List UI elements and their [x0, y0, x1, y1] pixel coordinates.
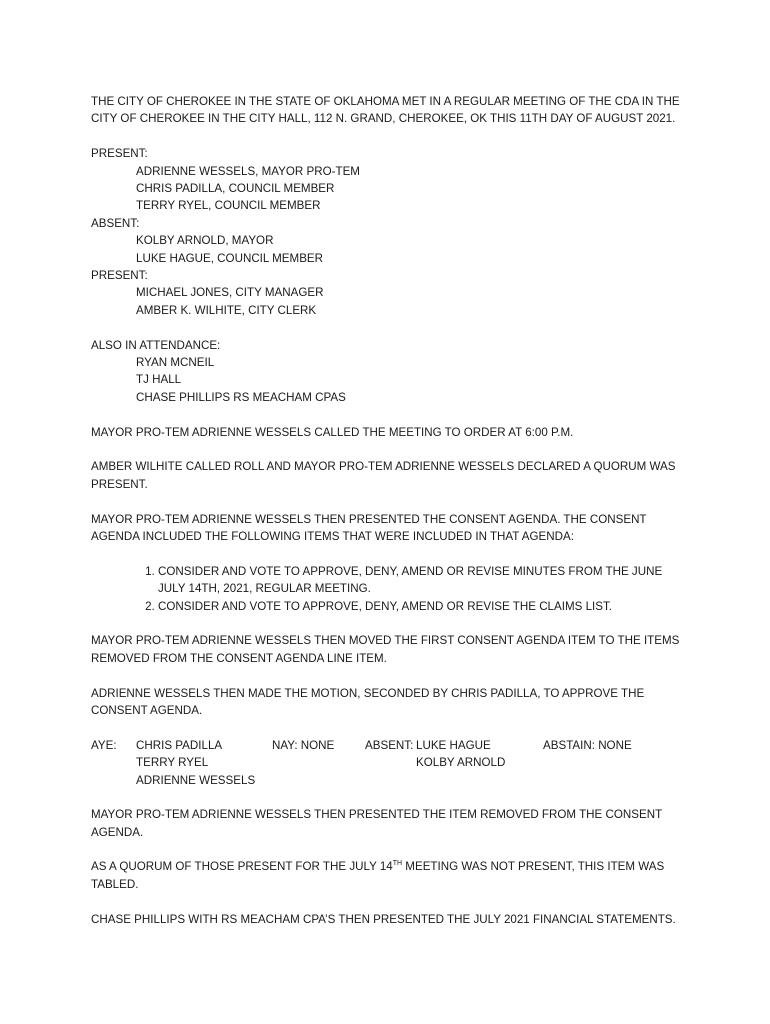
aye-voter: CHRIS PADILLA	[136, 738, 223, 752]
absent-vote-label: ABSENT:	[365, 738, 414, 752]
attendance-label: ALSO IN ATTENDANCE:	[91, 338, 221, 352]
financial-statements-paragraph: CHASE PHILLIPS WITH RS MEACHAM CPA’S THEN PRESENTED THE JULY 2021 FINANCIAL STATEMENTS.	[91, 912, 676, 926]
call-to-order-paragraph: MAYOR PRO-TEM ADRIENNE WESSELS CALLED THE MEETING TO ORDER AT 6:00 P.M.	[91, 425, 574, 439]
abstain-vote: ABSTAIN: NONE	[543, 738, 632, 752]
aye-voter: TERRY RYEL	[136, 756, 209, 770]
motion-paragraph: ADRIENNE WESSELS THEN MADE THE MOTION, SECONDED BY CHRIS PADILLA, TO APPROVE THE CONSENT AGENDA.	[91, 686, 645, 718]
agenda-item: 1. CONSIDER AND VOTE TO APPROVE, DENY, AMEND OR REVISE MINUTES FROM THE JUNE JULY 14TH, 2021, REGULAR MEETING.	[158, 563, 691, 598]
present-staff-label: PRESENT:	[91, 269, 148, 283]
agenda-list	[91, 563, 691, 615]
quorum-paragraph	[91, 858, 691, 893]
nay-vote: NAY: NONE	[272, 738, 335, 752]
quorum-text-end: MEETING WAS NOT PRESENT, THIS ITEM WAS TABLED.	[91, 860, 665, 891]
agenda-item: 2. CONSIDER AND VOTE TO APPROVE, DENY, AMEND OR REVISE THE CLAIMS LIST.	[158, 598, 691, 615]
guest: RYAN MCNEIL	[136, 356, 215, 370]
ordinal-suffix: TH	[392, 860, 403, 868]
aye-voter: ADRIENNE WESSELS	[136, 773, 256, 787]
staff-member: AMBER K. WILHITE, CITY CLERK	[136, 303, 317, 317]
intro-paragraph: THE CITY OF CHEROKEE IN THE STATE OF OKLAHOMA MET IN A REGULAR MEETING OF THE CDA IN THE CITY OF CHEROKEE IN THE CITY HALL, 112 N. GRAND, CHEROKEE, OK THIS 11TH DAY OF AUGUST 2021.	[91, 95, 680, 126]
document-page	[91, 93, 691, 928]
attendee: TERRY RYEL, COUNCIL MEMBER	[136, 199, 321, 213]
quorum-text-start: AS A QUORUM OF THOSE PRESENT FOR THE JULY 14	[91, 860, 393, 874]
vote-tally	[91, 737, 691, 789]
roll-call-paragraph: AMBER WILHITE CALLED ROLL AND MAYOR PRO-TEM ADRIENNE WESSELS DECLARED A QUORUM WAS PRESENT.	[91, 460, 676, 491]
aye-label: AYE:	[91, 738, 117, 752]
removed-item-paragraph: MAYOR PRO-TEM ADRIENNE WESSELS THEN PRESENTED THE ITEM REMOVED FROM THE CONSENT AGENDA.	[91, 808, 662, 839]
guest: TJ HALL	[136, 373, 182, 387]
moved-item-paragraph: MAYOR PRO-TEM ADRIENNE WESSELS THEN MOVED THE FIRST CONSENT AGENDA ITEM TO THE ITEMS REMOVED FROM THE CONSENT AGENDA LINE ITEM.	[91, 634, 680, 665]
present-label: PRESENT:	[91, 147, 148, 161]
attendee: ADRIENNE WESSELS, MAYOR PRO-TEM	[136, 164, 360, 178]
absentee: KOLBY ARNOLD, MAYOR	[136, 234, 274, 248]
guest: CHASE PHILLIPS RS MEACHAM CPAS	[136, 390, 346, 404]
attendee: CHRIS PADILLA, COUNCIL MEMBER	[136, 182, 335, 196]
absent-voter: KOLBY ARNOLD	[416, 756, 506, 770]
consent-agenda-paragraph: MAYOR PRO-TEM ADRIENNE WESSELS THEN PRESENTED THE CONSENT AGENDA. THE CONSENT AGENDA INCLUDED THE FOLLOWING ITEMS THAT WERE INCLUDED IN THAT AGENDA:	[91, 512, 647, 544]
absent-label: ABSENT:	[91, 216, 140, 230]
staff-member: MICHAEL JONES, CITY MANAGER	[136, 286, 324, 300]
absent-voter: LUKE HAGUE	[416, 738, 491, 752]
absentee: LUKE HAGUE, COUNCIL MEMBER	[136, 251, 324, 265]
